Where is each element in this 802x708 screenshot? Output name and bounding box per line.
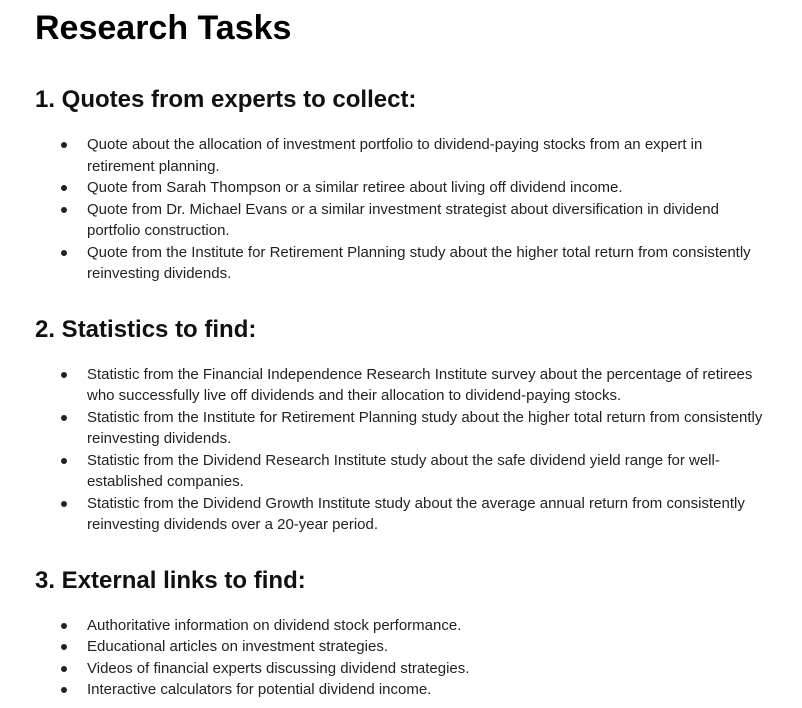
list-item-text: Statistic from the Financial Independence Research Institute survey about the percentage of retirees who successfully live off dividends and their allocation to dividend-paying stocks.: [87, 365, 753, 404]
section-heading-statistics: 2. Statistics to find:: [35, 315, 257, 343]
list-item: [35, 407, 767, 450]
list-item-text: Quote about the allocation of investment portfolio to dividend-paying stocks from an expert in retirement planning.: [87, 136, 703, 175]
list-item: [35, 615, 767, 637]
list-item-text: Quote from Dr. Michael Evans or a similar investment strategist about diversification in dividend portfolio construction.: [87, 200, 719, 239]
statistics-list: [35, 364, 802, 536]
list-item-text: Videos of financial experts discussing dividend strategies.: [87, 659, 470, 677]
section-quotes: [35, 86, 802, 285]
list-item: [35, 658, 767, 680]
bullet-dot-icon: [61, 142, 67, 148]
bullet-dot-icon: [61, 687, 67, 693]
section-heading-external-links: 3. External links to find:: [35, 566, 306, 594]
list-item: [35, 177, 767, 199]
bullet-dot-icon: [61, 666, 67, 672]
bullet-dot-icon: [61, 207, 67, 213]
list-item: [35, 679, 767, 701]
list-item-text: Statistic from the Dividend Growth Institute study about the average annual return from consistently reinvesting dividends over a 20-year period.: [87, 494, 745, 533]
list-item-text: Quote from Sarah Thompson or a similar retiree about living off dividend income.: [87, 179, 623, 196]
section-heading-quotes: 1. Quotes from experts to collect:: [35, 86, 417, 113]
section-statistics: [35, 316, 802, 536]
list-item: [35, 364, 767, 407]
list-item-text: Statistic from the Institute for Retirement Planning study about the higher total return from consistently reinvesting dividends.: [87, 408, 763, 447]
list-item: [35, 636, 767, 658]
list-item: [35, 242, 767, 285]
bullet-dot-icon: [61, 250, 67, 256]
list-item-text: Interactive calculators for potential dividend income.: [87, 681, 432, 698]
list-item-text: Statistic from the Dividend Research Institute study about the safe dividend yield range for well-established companies.: [87, 451, 720, 490]
bullet-dot-icon: [61, 501, 67, 507]
list-item: [35, 450, 767, 493]
external-links-list: [35, 615, 802, 701]
section-external-links: [35, 567, 802, 701]
list-item-text: Educational articles on investment strategies.: [87, 638, 388, 655]
bullet-dot-icon: [61, 458, 67, 464]
bullet-dot-icon: [61, 185, 67, 191]
list-item: [35, 134, 767, 177]
list-item-text: Authoritative information on dividend stock performance.: [87, 616, 462, 634]
quotes-list: [35, 134, 802, 285]
bullet-dot-icon: [61, 372, 67, 378]
list-item: [35, 493, 767, 536]
bullet-dot-icon: [61, 623, 67, 629]
bullet-dot-icon: [61, 415, 67, 421]
bullet-dot-icon: [61, 644, 67, 650]
page-title: Research Tasks: [35, 9, 292, 47]
list-item-text: Quote from the Institute for Retirement Planning study about the higher total return from consistently reinvesting dividends.: [87, 243, 751, 282]
list-item: [35, 199, 767, 242]
